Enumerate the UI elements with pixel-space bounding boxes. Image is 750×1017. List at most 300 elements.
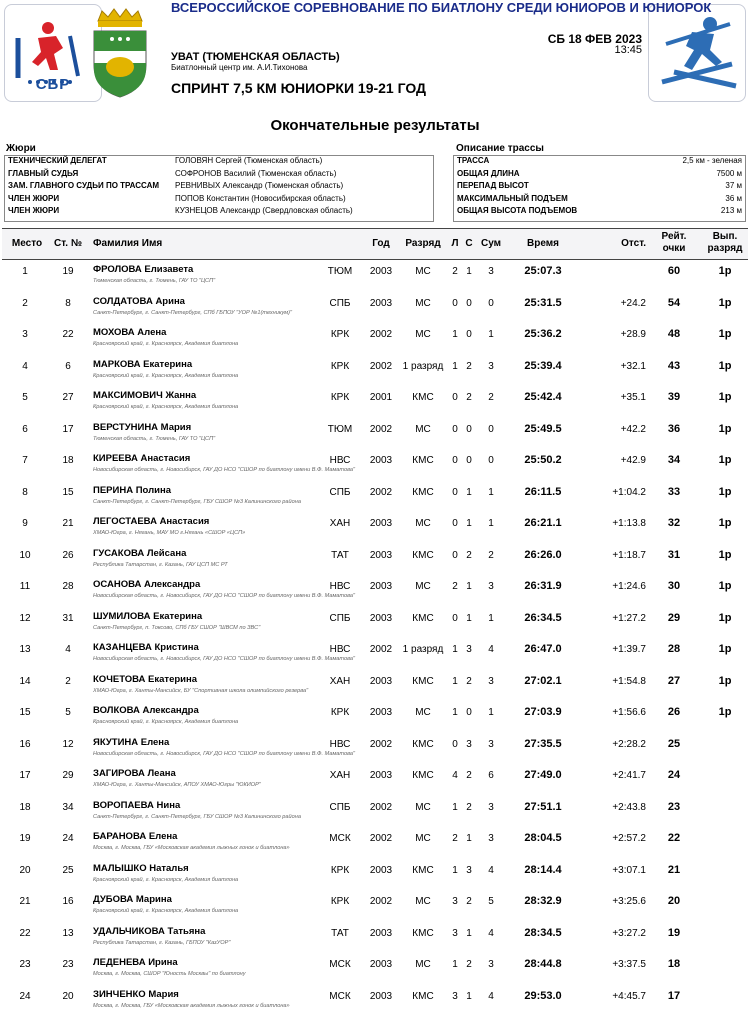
table-row [0, 636, 750, 668]
total-misses: 3 [488, 801, 494, 813]
total-misses: 4 [488, 927, 494, 939]
finish-time: 28:34.5 [524, 926, 562, 939]
table-row [0, 857, 750, 889]
place-cell: 1 [22, 266, 28, 277]
prone-misses: 0 [452, 455, 458, 466]
region-code: НВС [329, 581, 351, 592]
finish-time: 25:31.5 [524, 296, 562, 309]
athlete-club: Красноярский край, г. Красноярск, Академия биатлона [93, 341, 239, 347]
jury-row [5, 206, 433, 219]
sport-rank: КМС [412, 927, 434, 939]
place-cell: 12 [19, 612, 31, 624]
region-code: ТЮМ [327, 423, 353, 435]
athlete-name: КОЧЕТОВА Екатерина [93, 673, 198, 685]
bib-cell: 29 [62, 770, 74, 781]
jury-row [5, 156, 433, 169]
athlete-name: МОХОВА Алена [93, 327, 167, 338]
athlete-club: Санкт-Петербург, г. Санкт-Петербург, ГБУ СШОР №3 Калининского района [93, 813, 301, 820]
ski-biathlon-logo [648, 4, 746, 102]
standing-misses: 2 [466, 770, 472, 781]
bib-cell: 22 [62, 329, 74, 340]
place-cell: 5 [22, 392, 28, 403]
finish-time: 25:42.4 [524, 391, 562, 403]
athlete-name: ГУСАКОВА Лейсана [93, 547, 187, 559]
table-row [0, 290, 750, 322]
athlete-club: Красноярский край, г. Красноярск, Академия биатлона [93, 719, 239, 725]
sport-rank: 1 разряд [402, 360, 444, 372]
finish-time: 25:36.2 [524, 328, 562, 340]
rating-points: 54 [667, 296, 681, 309]
achieved-category: 1р [718, 706, 732, 718]
sport-rank: МС [415, 518, 431, 529]
prone-misses: 4 [452, 770, 458, 781]
col-category-line2: разряд [707, 243, 743, 254]
birth-year: 2003 [369, 707, 393, 718]
col-name: Фамилия Имя [93, 238, 163, 249]
table-row [0, 384, 750, 416]
col-prone: Л [451, 238, 459, 249]
standing-misses: 0 [466, 423, 472, 435]
athlete-club: Новосибирская область, г. Новосибирск, ГАУ ДО НСО "СШОР по биатлону имени В.Ф. Маматова" [93, 593, 355, 599]
standing-misses: 1 [466, 518, 472, 529]
region-code: ТАТ [331, 927, 349, 939]
table-row [0, 731, 750, 763]
bib-cell: 23 [62, 959, 74, 970]
track-label: ОБЩАЯ ДЛИНА [457, 168, 520, 178]
athlete-club: Красноярский край, г. Красноярск, Академия биатлона [93, 876, 239, 883]
col-time: Время [527, 238, 559, 249]
bib-cell: 13 [62, 927, 74, 939]
time-behind: +2:57.2 [612, 833, 646, 844]
skier-icon [652, 10, 742, 96]
prone-misses: 1 [452, 675, 458, 687]
rating-points: 30 [667, 580, 681, 592]
finish-time: 28:04.5 [524, 832, 562, 844]
table-row [0, 573, 750, 605]
place-cell: 23 [19, 959, 31, 970]
prone-misses: 1 [452, 707, 458, 718]
birth-year: 2003 [369, 266, 393, 277]
competition-title: ВСЕРОССИЙСКОЕ СОРЕВНОВАНИЕ ПО БИАТЛОНУ СРЕДИ ЮНИОРОВ И ЮНИОРОК [171, 0, 712, 15]
jury-member-name: КУЗНЕЦОВ Александр (Свердловская область) [175, 206, 353, 216]
birth-year: 2002 [369, 801, 393, 813]
time-behind: +28.9 [620, 329, 646, 340]
table-row [0, 447, 750, 479]
time-behind: +1:13.8 [612, 518, 646, 529]
jury-role: ЗАМ. ГЛАВНОГО СУДЬИ ПО ТРАССАМ [8, 181, 160, 191]
birth-year: 2003 [369, 549, 393, 561]
rating-points: 17 [667, 989, 681, 1002]
place-cell: 4 [22, 360, 28, 372]
standing-misses: 1 [466, 266, 472, 277]
athlete-club: ХМАО-Югра, г. Ханты-Мансийск, БУ "Спортивная школа олимпийского резерва" [93, 687, 309, 694]
total-misses: 1 [488, 612, 494, 624]
athlete-name: ШУМИЛОВА Екатерина [93, 610, 203, 622]
bib-cell: 18 [62, 455, 74, 466]
track-value: 36 м [725, 193, 742, 203]
bib-cell: 20 [62, 990, 74, 1002]
total-misses: 1 [488, 486, 494, 498]
sport-rank: МС [415, 581, 431, 592]
athlete-name: МАРКОВА Екатерина [93, 358, 193, 370]
table-row [0, 353, 750, 385]
region-code: НВС [329, 644, 351, 655]
track-value: 2,5 км - зеленая [682, 156, 742, 165]
place-cell: 8 [22, 486, 28, 498]
rating-points: 28 [667, 643, 681, 655]
col-standing: С [465, 238, 473, 249]
table-row [0, 794, 750, 826]
jury-role: ЧЛЕН ЖЮРИ [8, 206, 60, 216]
finish-time: 29:53.0 [524, 989, 562, 1002]
time-behind: +1:56.6 [612, 707, 646, 718]
standing-misses: 2 [466, 549, 472, 561]
birth-year: 2002 [369, 486, 393, 498]
total-misses: 3 [488, 738, 494, 750]
sport-rank: МС [415, 833, 431, 844]
rating-points: 60 [667, 265, 681, 277]
birth-year: 2003 [369, 612, 393, 624]
finish-time: 25:07.3 [524, 265, 562, 277]
sport-rank: КМС [412, 455, 434, 466]
athlete-club: Москва, г. Москва, ГБУ «Московская академия лыжных гонок и биатлона» [93, 845, 290, 851]
athlete-club: Санкт-Петербург, г. Санкт-Петербург, ГБУ СШОР №3 Калининского района [93, 498, 301, 505]
finish-time: 27:02.1 [524, 674, 562, 687]
col-year: Год [372, 238, 390, 249]
place-cell: 7 [22, 455, 28, 466]
time-behind: +2:28.2 [612, 738, 646, 750]
athlete-name: КАЗАНЦЕВА Кристина [93, 642, 199, 653]
achieved-category: 1р [718, 580, 732, 592]
prone-misses: 0 [452, 297, 458, 309]
col-points [652, 231, 696, 255]
birth-year: 2003 [369, 581, 393, 592]
results-table-header [2, 228, 748, 260]
region-code: КРК [330, 392, 350, 403]
region-code: ХАН [329, 770, 351, 781]
jury-row [5, 181, 433, 194]
time-behind: +1:04.2 [612, 486, 646, 498]
region-code: МСК [329, 959, 351, 970]
prone-misses: 3 [452, 990, 458, 1002]
birth-year: 2002 [369, 644, 393, 655]
rating-points: 23 [667, 800, 681, 813]
bib-cell: 24 [62, 833, 74, 844]
prone-misses: 0 [452, 423, 458, 435]
achieved-category: 1р [718, 265, 732, 277]
athlete-name: СОЛДАТОВА Арина [93, 295, 185, 307]
jury-member-name: РЕВНИВЫХ Александр (Тюменская область) [175, 181, 344, 191]
sport-rank: МС [415, 266, 431, 277]
sport-rank: 1 разряд [402, 644, 444, 655]
bib-cell: 19 [62, 266, 74, 277]
sport-rank: КМС [412, 392, 434, 403]
birth-year: 2003 [369, 297, 393, 309]
rating-points: 31 [667, 548, 681, 561]
finish-time: 27:51.1 [524, 800, 562, 813]
prone-misses: 2 [452, 581, 458, 592]
total-misses: 6 [488, 770, 494, 781]
bib-cell: 16 [62, 896, 74, 907]
place-cell: 9 [22, 518, 28, 529]
place-cell: 13 [19, 644, 31, 655]
time-behind: +3:25.6 [612, 896, 646, 907]
athlete-name: ДУБОВА Марина [93, 894, 172, 905]
birth-year: 2002 [369, 329, 393, 340]
table-row [0, 605, 750, 637]
rating-points: 24 [667, 769, 681, 781]
results-title: Окончательные результаты [270, 117, 480, 134]
finish-time: 26:34.5 [524, 611, 562, 624]
finish-time: 27:35.5 [524, 737, 562, 750]
bib-cell: 34 [62, 801, 74, 813]
rating-points: 43 [667, 359, 681, 372]
venue-subtitle: Биатлонный центр им. А.И.Тихонова [171, 63, 308, 72]
track-row [454, 194, 745, 207]
rating-points: 19 [667, 926, 681, 939]
table-row [0, 668, 750, 700]
birth-year: 2003 [369, 927, 393, 939]
standing-misses: 3 [466, 644, 472, 655]
birth-year: 2002 [369, 833, 393, 844]
sport-rank: КМС [412, 675, 434, 687]
standing-misses: 2 [466, 392, 472, 403]
track-box [453, 155, 746, 222]
prone-misses: 0 [452, 549, 458, 561]
sport-rank: КМС [412, 612, 434, 624]
achieved-category: 1р [718, 674, 732, 687]
standing-misses: 3 [466, 738, 472, 750]
place-cell: 16 [19, 738, 31, 750]
total-misses: 1 [488, 329, 494, 340]
total-misses: 2 [488, 549, 494, 561]
standing-misses: 2 [466, 360, 472, 372]
standing-misses: 0 [466, 297, 472, 309]
jury-role: ГЛАВНЫЙ СУДЬЯ [8, 168, 79, 178]
sport-rank: КМС [412, 738, 434, 750]
rating-points: 20 [667, 895, 681, 907]
sport-rank: МС [415, 896, 431, 907]
rating-points: 32 [667, 517, 681, 529]
athlete-name: ПЕРИНА Полина [93, 484, 171, 496]
athlete-club: Москва, г. Москва, СШОР "Юность Москвы" по биатлону [93, 971, 246, 977]
track-label: ОБЩАЯ ВЫСОТА ПОДЪЕМОВ [457, 206, 578, 216]
event-date: СБ 18 ФЕВ 2023 [547, 32, 642, 46]
achieved-category: 1р [718, 548, 732, 561]
athlete-name: МАЛЫШКО Наталья [93, 862, 189, 874]
place-cell: 19 [19, 833, 31, 844]
bib-cell: 31 [62, 612, 74, 624]
bib-cell: 21 [62, 518, 74, 529]
region-code: СПБ [329, 801, 351, 813]
bib-cell: 25 [62, 864, 74, 876]
total-misses: 0 [488, 297, 494, 309]
jury-role: ЧЛЕН ЖЮРИ [8, 193, 60, 203]
rating-points: 48 [667, 328, 681, 340]
coat-of-arms [80, 4, 160, 102]
region-code: КРК [330, 360, 350, 372]
athlete-name: ФРОЛОВА Елизавета [93, 264, 194, 275]
rating-points: 34 [667, 454, 681, 466]
birth-year: 2003 [369, 675, 393, 687]
athlete-club: Новосибирская область, г. Новосибирск, ГАУ ДО НСО "СШОР по биатлону имени В.Ф. Маматова" [93, 656, 355, 662]
region-code: МСК [329, 833, 351, 844]
athlete-club: Новосибирская область, г. Новосибирск, ГАУ ДО НСО "СШОР по биатлону имени В.Ф. Маматова" [93, 750, 355, 757]
finish-time: 25:50.2 [524, 454, 562, 466]
total-misses: 1 [488, 518, 494, 529]
total-misses: 4 [488, 864, 494, 876]
place-cell: 15 [19, 707, 31, 718]
bib-cell: 27 [62, 392, 74, 403]
total-misses: 3 [488, 581, 494, 592]
place-cell: 2 [22, 297, 28, 309]
table-row [0, 699, 750, 731]
col-points-line2: очки [662, 243, 686, 254]
athlete-club: Санкт-Петербург, г. Санкт-Петербург, СПб ГБПОУ "УОР №1(техникум)" [93, 309, 292, 316]
athlete-name: ЗИНЧЕНКО Мария [93, 988, 179, 1000]
jury-member-name: ПОПОВ Константин (Новосибирская область) [175, 193, 346, 203]
athlete-club: ХМАО-Югра, г. Нягань, МАУ МО г.Нягань «СШОР «ЦСП» [93, 530, 246, 536]
time-behind: +1:27.2 [612, 612, 646, 624]
standing-misses: 1 [466, 927, 472, 939]
sport-rank: МС [415, 423, 431, 435]
total-misses: 0 [488, 455, 494, 466]
finish-time: 28:32.9 [524, 895, 562, 907]
total-misses: 3 [488, 959, 494, 970]
place-cell: 20 [19, 864, 31, 876]
venue-name: УВАТ (ТЮМЕНСКАЯ ОБЛАСТЬ) [171, 51, 340, 63]
birth-year: 2003 [369, 455, 393, 466]
standing-misses: 1 [466, 990, 472, 1002]
bib-cell: 2 [65, 675, 71, 687]
achieved-category: 1р [718, 643, 732, 655]
jury-role: ТЕХНИЧЕСКИЙ ДЕЛЕГАТ [8, 156, 107, 165]
athlete-club: Красноярский край, г. Красноярск, Академия биатлона [93, 908, 239, 914]
finish-time: 26:11.5 [524, 485, 562, 498]
track-label: ПЕРЕПАД ВЫСОТ [457, 181, 529, 191]
place-cell: 10 [19, 549, 31, 561]
prone-misses: 1 [452, 360, 458, 372]
col-points-line1: Рейт. [661, 231, 687, 242]
total-misses: 3 [488, 360, 494, 372]
table-row [0, 258, 750, 290]
achieved-category: 1р [718, 485, 732, 498]
standing-misses: 1 [466, 486, 472, 498]
bib-cell: 4 [65, 644, 71, 655]
achieved-category: 1р [718, 359, 732, 372]
track-title: Описание трассы [456, 143, 544, 154]
standing-misses: 1 [466, 612, 472, 624]
col-category-line1: Вып. [712, 231, 738, 242]
finish-time: 27:49.0 [524, 769, 562, 781]
table-row [0, 321, 750, 353]
athlete-club: Красноярский край, г. Красноярск, Академия биатлона [93, 372, 239, 379]
finish-time: 26:31.9 [524, 580, 562, 592]
prone-misses: 0 [452, 612, 458, 624]
region-code: НВС [329, 738, 351, 750]
rating-points: 33 [667, 485, 681, 498]
jury-box [4, 155, 434, 222]
total-misses: 5 [488, 896, 494, 907]
rating-points: 22 [667, 832, 681, 844]
athlete-name: БАРАНОВА Елена [93, 831, 178, 842]
prone-misses: 1 [452, 644, 458, 655]
athlete-name: ОСАНОВА Александра [93, 579, 201, 590]
track-label: ТРАССА [457, 156, 490, 165]
region-code: МСК [329, 990, 351, 1002]
athlete-club: Тюменская область, г. Тюмень, ГАУ ТО "ЦСП" [93, 435, 216, 442]
total-misses: 0 [488, 423, 494, 435]
prone-misses: 1 [452, 864, 458, 876]
athlete-name: КИРЕЕВА Анастасия [93, 453, 191, 464]
finish-time: 27:03.9 [524, 706, 562, 718]
achieved-category: 1р [718, 517, 732, 529]
athlete-name: УДАЛЬЧИКОВА Татьяна [93, 925, 206, 937]
sport-rank: МС [415, 801, 431, 813]
total-misses: 4 [488, 644, 494, 655]
prone-misses: 3 [452, 896, 458, 907]
athlete-club: ХМАО-Югра, г. Ханты-Мансийск, АПОУ ХМАО-Югры "ЮКИОР" [93, 782, 261, 788]
track-value: 213 м [720, 206, 742, 216]
time-behind: +2:41.7 [612, 770, 646, 781]
birth-year: 2003 [369, 959, 393, 970]
time-behind: +3:07.1 [612, 864, 646, 876]
time-behind: +3:27.2 [612, 927, 646, 939]
prone-misses: 0 [452, 738, 458, 750]
place-cell: 11 [19, 581, 31, 592]
standing-misses: 1 [466, 833, 472, 844]
athlete-name: ЯКУТИНА Елена [93, 736, 170, 748]
bib-cell: 5 [65, 707, 71, 718]
prone-misses: 0 [452, 518, 458, 529]
achieved-category: 1р [718, 611, 732, 624]
region-code: ХАН [329, 675, 351, 687]
total-misses: 1 [488, 707, 494, 718]
table-row [0, 510, 750, 542]
bib-cell: 17 [62, 423, 74, 435]
total-misses: 3 [488, 675, 494, 687]
athlete-name: ВОЛКОВА Александра [93, 705, 199, 716]
sport-rank: МС [415, 959, 431, 970]
time-behind: +1:54.8 [612, 675, 646, 687]
region-code: КРК [330, 896, 350, 907]
birth-year: 2002 [369, 360, 393, 372]
region-code: СПБ [329, 486, 351, 498]
time-behind: +3:37.5 [612, 959, 646, 970]
total-misses: 3 [488, 833, 494, 844]
jury-member-name: ГОЛОВЯН Сергей (Тюменская область) [175, 156, 323, 165]
prone-misses: 0 [452, 392, 458, 403]
standing-misses: 2 [466, 801, 472, 813]
finish-time: 26:26.0 [524, 548, 562, 561]
bib-cell: 15 [62, 486, 74, 498]
event-time: 13:45 [614, 44, 642, 56]
standing-misses: 2 [466, 675, 472, 687]
jury-member-name: СОФРОНОВ Василий (Тюменская область) [175, 168, 337, 178]
race-title: СПРИНТ 7,5 КМ ЮНИОРКИ 19-21 ГОД [171, 80, 427, 96]
col-category [700, 231, 750, 255]
time-behind: +42.9 [620, 455, 646, 466]
standing-misses: 2 [466, 896, 472, 907]
coat-of-arms-icon [88, 7, 152, 99]
track-value: 37 м [725, 181, 742, 191]
sport-rank: МС [415, 297, 431, 309]
time-behind: +4:45.7 [612, 990, 646, 1002]
standing-misses: 0 [466, 455, 472, 466]
col-sum: Сум [480, 238, 502, 249]
place-cell: 17 [19, 770, 31, 781]
bib-cell: 26 [62, 549, 74, 561]
